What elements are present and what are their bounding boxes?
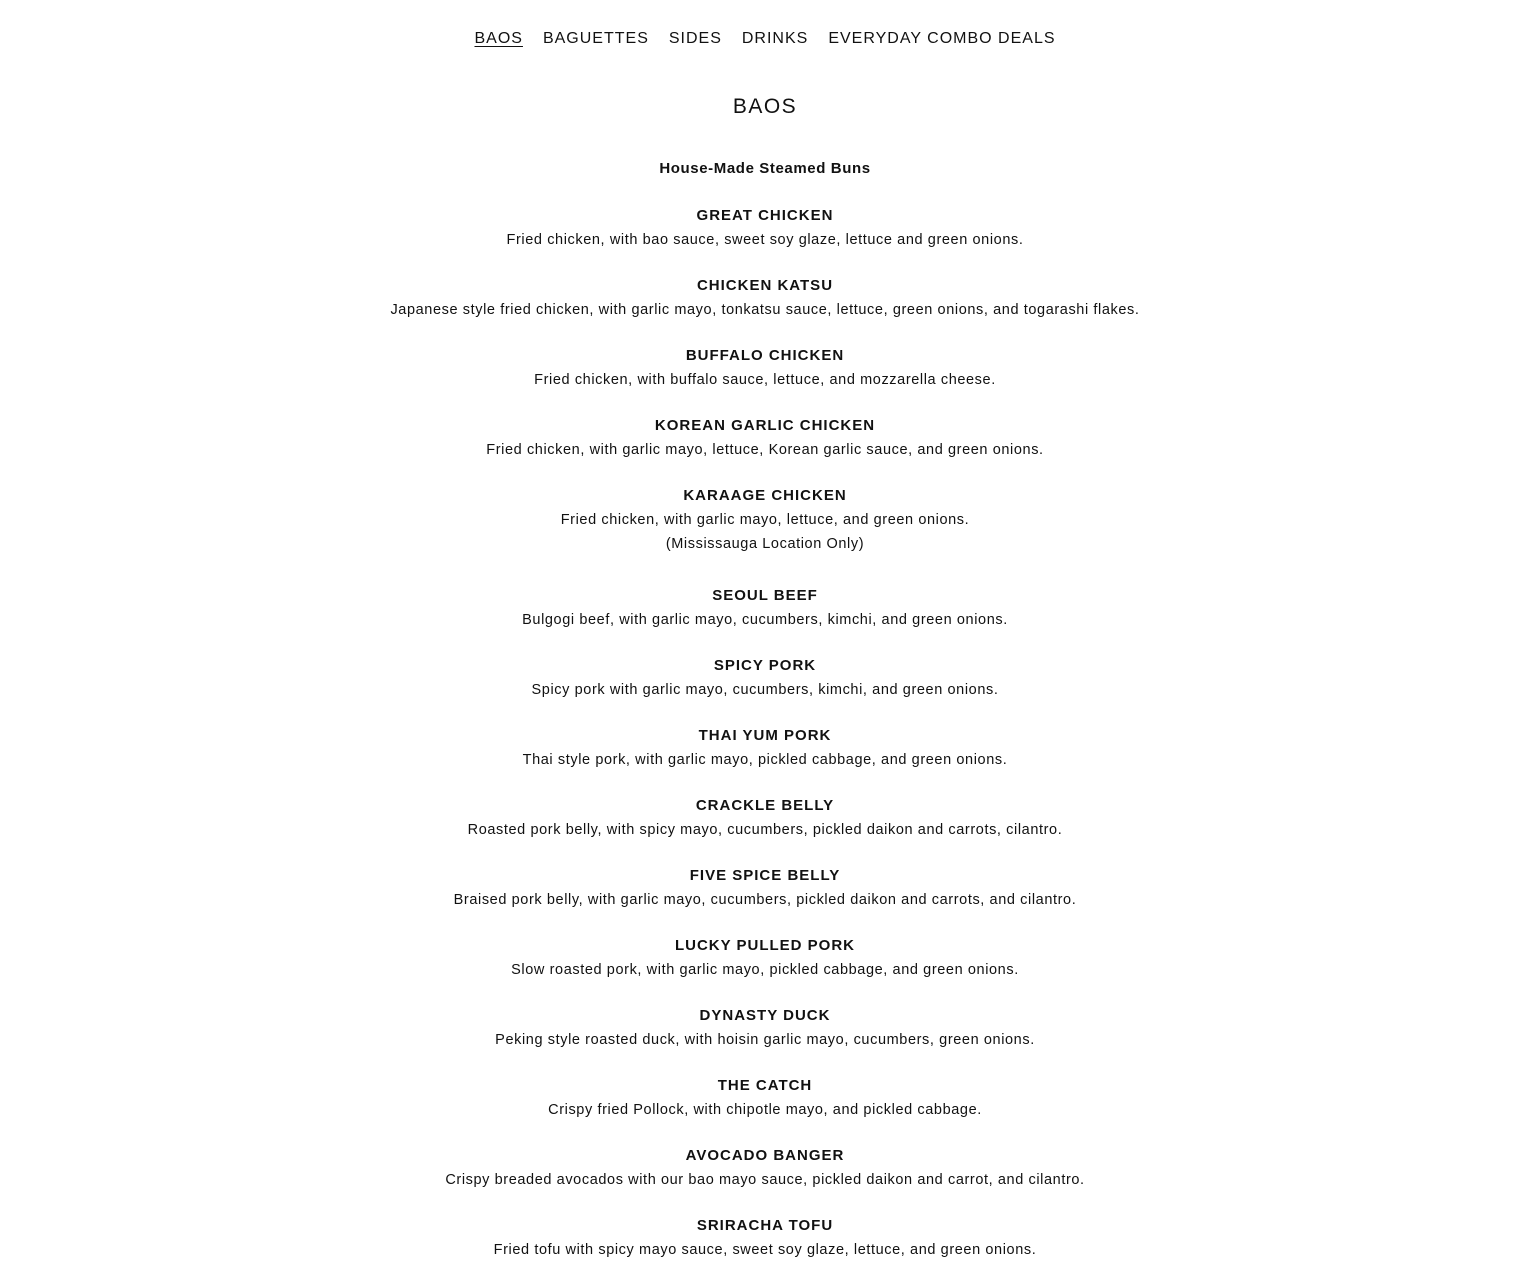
menu-item-description: Braised pork belly, with garlic mayo, cucumbers, pickled daikon and carrots, and cilantro.	[453, 892, 1077, 908]
menu-item	[0, 655, 1530, 701]
menu-item-description: Crispy fried Pollock, with chipotle mayo, and pickled cabbage.	[548, 1102, 982, 1118]
nav-link-drinks[interactable]: DRINKS	[741, 30, 809, 47]
menu-item-description: Japanese style fried chicken, with garlic mayo, tonkatsu sauce, lettuce, green onions, and togarashi flakes.	[390, 302, 1140, 318]
menu-item-description: Roasted pork belly, with spicy mayo, cucumbers, pickled daikon and carrots, cilantro.	[467, 822, 1063, 838]
menu-item-name: FIVE SPICE BELLY	[689, 867, 841, 884]
menu-list	[0, 205, 1530, 1261]
menu-item	[0, 865, 1530, 911]
menu-item	[0, 485, 1530, 555]
menu-item-description: Fried chicken, with bao sauce, sweet soy glaze, lettuce and green onions.	[506, 232, 1024, 248]
menu-item	[0, 935, 1530, 981]
nav-link-baos[interactable]: BAOS	[474, 30, 523, 47]
menu-item-name: CHICKEN KATSU	[696, 277, 834, 294]
menu-item-name: THAI YUM PORK	[698, 727, 832, 744]
menu-item-description: Fried chicken, with buffalo sauce, lettuce, and mozzarella cheese.	[534, 372, 996, 388]
menu-item-description: Fried chicken, with garlic mayo, lettuce, Korean garlic sauce, and green onions.	[486, 442, 1044, 458]
menu-item-name: SEOUL BEEF	[712, 587, 818, 604]
menu-item	[0, 795, 1530, 841]
menu-item-name: THE CATCH	[717, 1077, 813, 1094]
menu-item-location-note: (Mississauga Location Only)	[665, 536, 865, 552]
menu-item	[0, 1075, 1530, 1121]
menu-item	[0, 275, 1530, 321]
menu-item-description: Crispy breaded avocados with our bao mayo sauce, pickled daikon and carrot, and cilantro.	[445, 1172, 1085, 1188]
menu-item-name: KARAAGE CHICKEN	[683, 487, 847, 504]
menu-item-name: SPICY PORK	[713, 657, 817, 674]
menu-item-name: KOREAN GARLIC CHICKEN	[654, 417, 876, 434]
menu-item-name: LUCKY PULLED PORK	[674, 937, 856, 954]
menu-item	[0, 415, 1530, 461]
menu-item-name: SRIRACHA TOFU	[696, 1217, 834, 1234]
menu-item	[0, 725, 1530, 771]
category-nav	[0, 28, 1530, 50]
menu-item	[0, 1145, 1530, 1191]
menu-item-description: Fried chicken, with garlic mayo, lettuce, and green onions.	[560, 512, 970, 528]
section-title: BAOS	[732, 95, 798, 118]
menu-item-description: Spicy pork with garlic mayo, cucumbers, kimchi, and green onions.	[531, 682, 999, 698]
menu-item	[0, 585, 1530, 631]
menu-item	[0, 1005, 1530, 1051]
menu-item-name: GREAT CHICKEN	[696, 207, 834, 224]
nav-link-sides[interactable]: SIDES	[668, 30, 722, 47]
nav-link-everyday-combo-deals[interactable]: EVERYDAY COMBO DEALS	[828, 30, 1056, 47]
menu-item-description: Thai style pork, with garlic mayo, pickled cabbage, and green onions.	[522, 752, 1008, 768]
menu-item-description: Fried tofu with spicy mayo sauce, sweet soy glaze, lettuce, and green onions.	[493, 1242, 1037, 1258]
menu-item-description: Slow roasted pork, with garlic mayo, pickled cabbage, and green onions.	[511, 962, 1019, 978]
menu-item	[0, 205, 1530, 251]
nav-link-baguettes[interactable]: BAGUETTES	[542, 30, 649, 47]
menu-item-description: Bulgogi beef, with garlic mayo, cucumbers, kimchi, and green onions.	[522, 612, 1008, 628]
menu-item	[0, 345, 1530, 391]
menu-item	[0, 1215, 1530, 1261]
section-subtitle: House-Made Steamed Buns	[659, 160, 871, 177]
menu-item-name: CRACKLE BELLY	[695, 797, 835, 814]
menu-item-name: BUFFALO CHICKEN	[685, 347, 845, 364]
menu-item-description: Peking style roasted duck, with hoisin garlic mayo, cucumbers, green onions.	[495, 1032, 1035, 1048]
menu-item-name: AVOCADO BANGER	[685, 1147, 845, 1164]
menu-item-name: DYNASTY DUCK	[699, 1007, 831, 1024]
